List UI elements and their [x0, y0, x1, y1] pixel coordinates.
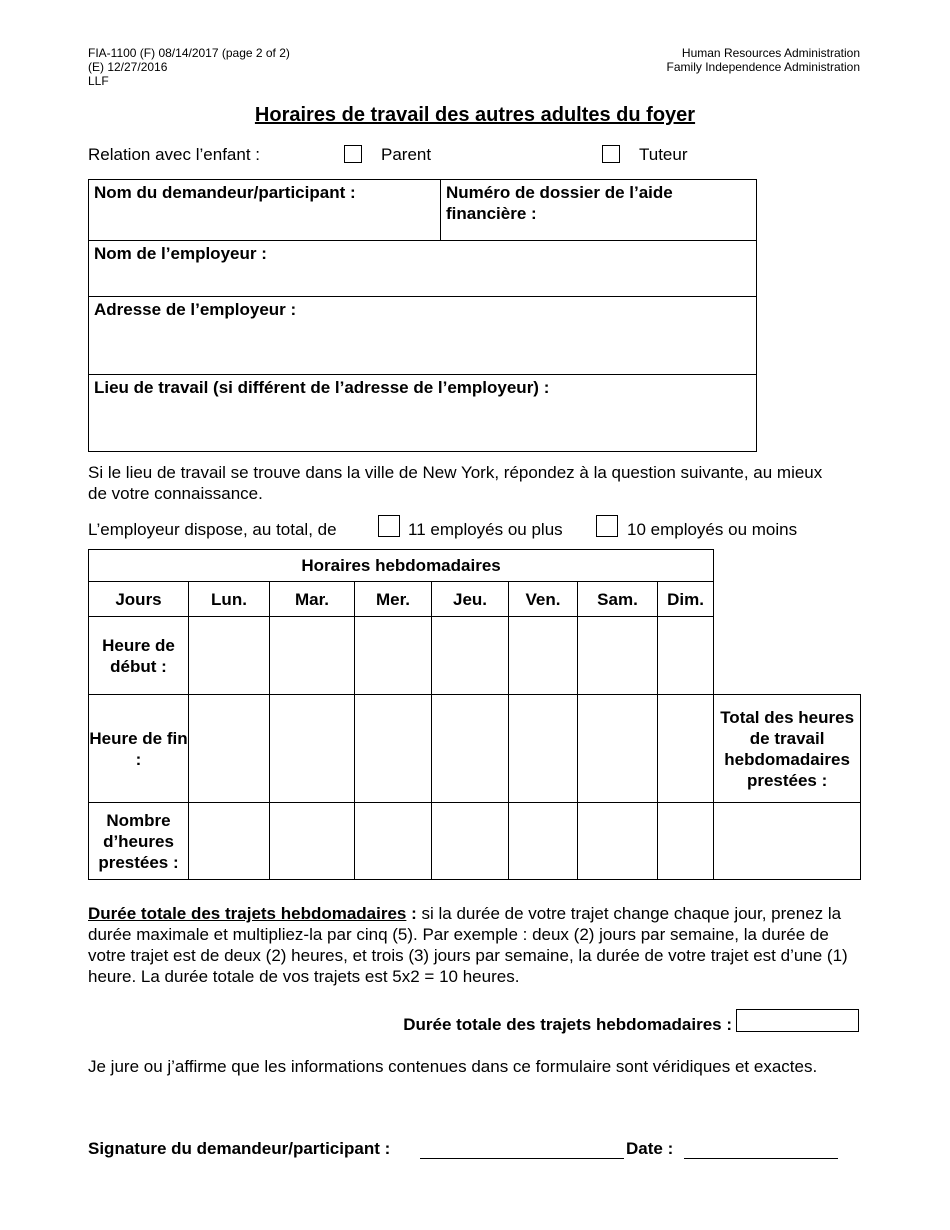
work-location-label: Lieu de travail (si différent de l’adresse de l’employeur) :	[94, 378, 550, 397]
start-time-cell[interactable]	[270, 617, 355, 695]
hours-worked-cell[interactable]	[432, 803, 509, 880]
end-time-cell[interactable]	[432, 695, 509, 803]
guardian-checkbox[interactable]	[602, 145, 620, 163]
days-header: Jours	[89, 582, 189, 617]
language-code: LLF	[88, 74, 109, 88]
total-hours-label: Total des heures de travail hebdomadaires prestées :	[714, 695, 861, 803]
nyc-question-text: Si le lieu de travail se trouve dans la ville de New York, répondez à la question suivante, au mieux de votre connaissance.	[88, 463, 823, 503]
applicant-name-field[interactable]	[89, 180, 441, 241]
commute-heading: Durée totale des trajets hebdomadaires	[88, 904, 407, 923]
guardian-option-label: Tuteur	[639, 145, 688, 164]
commute-paragraph	[88, 903, 858, 987]
employer-name-label: Nom de l’employeur :	[94, 244, 267, 263]
end-time-cell[interactable]	[509, 695, 578, 803]
start-time-cell[interactable]	[658, 617, 714, 695]
schedule-spacer	[714, 617, 861, 695]
end-time-label: Heure de fin :	[89, 695, 189, 803]
case-number-field[interactable]	[441, 180, 757, 241]
case-number-label: Numéro de dossier de l’aide financière :	[446, 183, 673, 223]
day-tuesday: Mar.	[270, 582, 355, 617]
parent-checkbox[interactable]	[344, 145, 362, 163]
date-line[interactable]	[684, 1158, 838, 1159]
end-time-cell[interactable]	[578, 695, 658, 803]
commute-total-label: Durée totale des trajets hebdomadaires :	[403, 1015, 732, 1034]
end-time-cell[interactable]	[355, 695, 432, 803]
commute-total-input[interactable]	[736, 1009, 859, 1032]
employer-address-field[interactable]	[89, 297, 757, 375]
page-title: Horaires de travail des autres adultes du foyer	[254, 104, 696, 126]
hours-worked-cell[interactable]	[270, 803, 355, 880]
relation-label: Relation avec l’enfant :	[88, 145, 260, 164]
day-thursday: Jeu.	[432, 582, 509, 617]
employer-name-field[interactable]	[89, 241, 757, 297]
form-id: FIA-1100 (F) 08/14/2017 (page 2 of 2)	[88, 46, 290, 60]
employees-11-plus-checkbox[interactable]	[378, 515, 400, 537]
commute-heading-colon: :	[406, 904, 417, 923]
division-name: Family Independence Administration	[666, 60, 860, 74]
day-wednesday: Mer.	[355, 582, 432, 617]
start-time-cell[interactable]	[432, 617, 509, 695]
employer-address-label: Adresse de l’employeur :	[94, 300, 297, 319]
schedule-title: Horaires hebdomadaires	[89, 550, 714, 582]
day-sunday: Dim.	[658, 582, 714, 617]
signature-label: Signature du demandeur/participant :	[88, 1139, 391, 1158]
schedule-spacer	[714, 582, 861, 617]
form-header-right	[667, 46, 860, 74]
end-time-cell[interactable]	[270, 695, 355, 803]
hours-worked-cell[interactable]	[658, 803, 714, 880]
hours-worked-cell[interactable]	[189, 803, 270, 880]
date-label: Date :	[626, 1139, 674, 1158]
schedule-spacer	[714, 550, 861, 582]
day-friday: Ven.	[509, 582, 578, 617]
hours-worked-label: Nombre d’heures prestées :	[89, 803, 189, 880]
hours-worked-cell[interactable]	[509, 803, 578, 880]
start-time-cell[interactable]	[355, 617, 432, 695]
start-time-cell[interactable]	[189, 617, 270, 695]
employees-11-plus-label: 11 employés ou plus	[408, 520, 563, 539]
employer-size-prefix: L’employeur dispose, au total, de	[88, 520, 337, 539]
end-time-cell[interactable]	[189, 695, 270, 803]
signature-line[interactable]	[420, 1158, 624, 1159]
hours-worked-cell[interactable]	[578, 803, 658, 880]
start-time-label: Heure de début :	[89, 617, 189, 695]
work-location-field[interactable]	[89, 375, 757, 452]
english-date: (E) 12/27/2016	[88, 60, 168, 74]
commute-instructions: si la durée de votre trajet change chaque jour, prenez la durée maximale et multipliez-la par cinq (5). Par exemple : deux (2) jours par semaine, la durée de votre trajet est de deux (2) heures, et trois (3) jours par semaine, la durée de votre trajet est d’une (1) heure. La durée totale de vos trajets est 5x2 = 10 heures.	[88, 904, 848, 986]
applicant-info-table	[88, 179, 757, 452]
start-time-cell[interactable]	[509, 617, 578, 695]
form-header-left	[88, 46, 290, 88]
applicant-name-label: Nom du demandeur/participant :	[94, 183, 356, 202]
employees-10-less-label: 10 employés ou moins	[627, 520, 798, 539]
employees-10-less-checkbox[interactable]	[596, 515, 618, 537]
affirmation-text: Je jure ou j’affirme que les informations contenues dans ce formulaire sont véridiques et exactes.	[88, 1057, 818, 1076]
agency-name: Human Resources Administration	[681, 46, 860, 60]
end-time-cell[interactable]	[658, 695, 714, 803]
total-hours-input[interactable]	[714, 803, 861, 880]
start-time-cell[interactable]	[578, 617, 658, 695]
hours-worked-cell[interactable]	[355, 803, 432, 880]
day-saturday: Sam.	[578, 582, 658, 617]
day-monday: Lun.	[189, 582, 270, 617]
parent-option-label: Parent	[381, 145, 432, 164]
weekly-schedule-table	[88, 549, 861, 880]
